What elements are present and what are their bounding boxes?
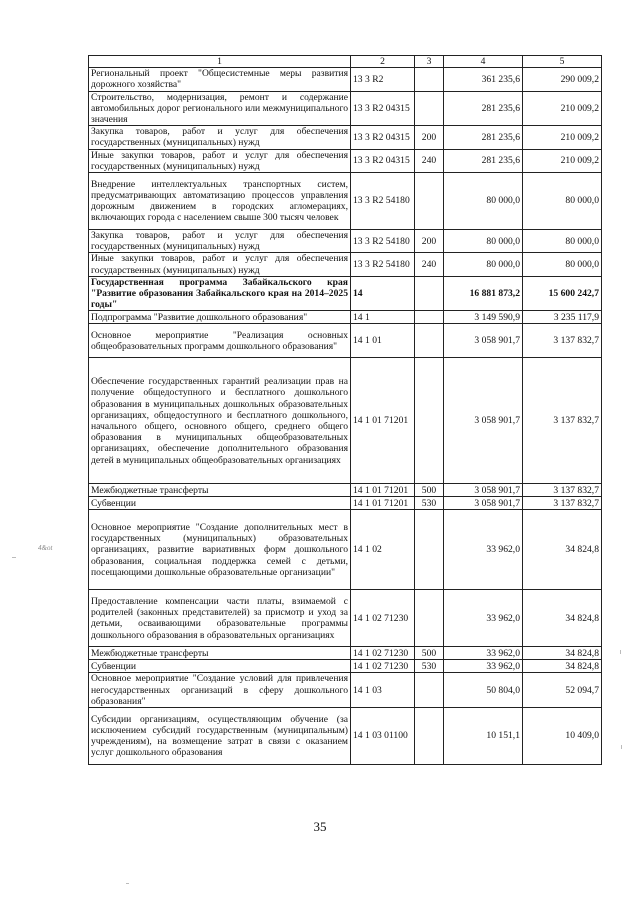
row-value-col4-cell: 80 000,0 [444, 173, 523, 230]
row-code-cell: 13 3 R2 54180 [351, 173, 415, 230]
table-row [89, 68, 602, 91]
row-name-cell: Региональный проект "Общесистемные меры развития дорожного хозяйства" [89, 68, 351, 91]
table-row [89, 173, 602, 230]
row-code-cell: 14 1 03 01100 [351, 708, 415, 765]
header-row [89, 56, 602, 68]
row-code-cell: 13 3 R2 [351, 68, 415, 91]
row-name-cell: Субвенции [89, 497, 351, 510]
row-value-col5-cell: 34 824,8 [523, 660, 602, 673]
scan-mark [126, 883, 129, 884]
row-value-col4-cell: 80 000,0 [444, 230, 523, 253]
row-code-cell: 14 [351, 276, 415, 311]
row-type-cell [415, 708, 444, 765]
row-type-cell: 240 [415, 253, 444, 276]
row-type-cell: 500 [415, 647, 444, 660]
row-value-col4-cell: 281 235,6 [444, 149, 523, 172]
table-row [89, 91, 602, 126]
row-name-cell: Субвенции [89, 660, 351, 673]
header-col-4: 4 [444, 56, 523, 68]
row-type-cell: 240 [415, 149, 444, 172]
row-name-cell: Предоставление компенсации части платы, взимаемой с родителей (законных представителей) за присмотр и уход за детьми, осваивающими образовательные программы дошкольного образования в образовательных организациях [89, 590, 351, 647]
table-row [89, 126, 602, 149]
table-row [89, 253, 602, 276]
row-type-cell: 200 [415, 230, 444, 253]
row-value-col4-cell: 33 962,0 [444, 590, 523, 647]
row-type-cell: 200 [415, 126, 444, 149]
header-col-5: 5 [523, 56, 602, 68]
row-code-cell: 14 1 02 71230 [351, 647, 415, 660]
row-value-col5-cell: 210 009,2 [523, 126, 602, 149]
table-row [89, 708, 602, 765]
table-row [89, 276, 602, 311]
header-col-3: 3 [415, 56, 444, 68]
row-value-col4-cell: 281 235,6 [444, 126, 523, 149]
row-code-cell: 13 3 R2 04315 [351, 149, 415, 172]
row-name-cell: Строительство, модернизация, ремонт и содержание автомобильных дорог регионального или межмуниципального значения [89, 91, 351, 126]
margin-note: 4&ot [38, 544, 53, 552]
scan-mark [621, 745, 622, 749]
row-value-col5-cell: 3 137 832,7 [523, 497, 602, 510]
scan-mark [620, 650, 621, 654]
row-code-cell: 13 3 R2 54180 [351, 253, 415, 276]
row-type-cell [415, 173, 444, 230]
scan-mark [12, 557, 16, 558]
row-value-col5-cell: 3 137 832,7 [523, 484, 602, 497]
row-type-cell [415, 91, 444, 126]
row-value-col5-cell: 3 137 832,7 [523, 358, 602, 484]
table-row [89, 230, 602, 253]
table-row [89, 647, 602, 660]
row-type-cell [415, 358, 444, 484]
row-type-cell: 530 [415, 660, 444, 673]
table-row [89, 324, 602, 358]
row-code-cell: 14 1 03 [351, 673, 415, 708]
row-value-col4-cell: 3 149 590,9 [444, 311, 523, 324]
table-row [89, 311, 602, 324]
table-row [89, 510, 602, 590]
row-name-cell: Закупка товаров, работ и услуг для обеспечения государственных (муниципальных) нужд [89, 230, 351, 253]
table-row [89, 149, 602, 172]
row-value-col4-cell: 361 235,6 [444, 68, 523, 91]
row-value-col5-cell: 52 094,7 [523, 673, 602, 708]
row-value-col5-cell: 34 824,8 [523, 590, 602, 647]
row-value-col5-cell: 210 009,2 [523, 149, 602, 172]
row-code-cell: 13 3 R2 54180 [351, 230, 415, 253]
row-value-col4-cell: 3 058 901,7 [444, 484, 523, 497]
row-value-col5-cell: 3 235 117,9 [523, 311, 602, 324]
row-name-cell: Иные закупки товаров, работ и услуг для обеспечения государственных (муниципальных) нужд [89, 149, 351, 172]
row-value-col4-cell: 281 235,6 [444, 91, 523, 126]
table-row [89, 497, 602, 510]
row-value-col5-cell: 80 000,0 [523, 173, 602, 230]
row-value-col4-cell: 3 058 901,7 [444, 358, 523, 484]
row-name-cell: Межбюджетные трансферты [89, 647, 351, 660]
row-name-cell: Межбюджетные трансферты [89, 484, 351, 497]
row-value-col5-cell: 80 000,0 [523, 253, 602, 276]
row-code-cell: 14 1 [351, 311, 415, 324]
row-value-col4-cell: 10 151,1 [444, 708, 523, 765]
row-type-cell [415, 673, 444, 708]
row-name-cell: Внедрение интеллектуальных транспортных систем, предусматривающих автоматизацию процессов управления дорожным движением в городских агломерациях, включающих города с населением свыше 300 тысяч человек [89, 173, 351, 230]
row-type-cell [415, 590, 444, 647]
row-code-cell: 14 1 01 71201 [351, 484, 415, 497]
row-name-cell: Субсидии организациям, осуществляющим обучение (за исключением субсидий государственным (муниципальным) учреждениям), на возмещение затрат в связи с оказанием услуг дошкольного образования [89, 708, 351, 765]
row-code-cell: 14 1 01 [351, 324, 415, 358]
row-name-cell: Основное мероприятие "Реализация основных общеобразовательных программ дошкольного образования" [89, 324, 351, 358]
row-value-col5-cell: 80 000,0 [523, 230, 602, 253]
row-type-cell: 530 [415, 497, 444, 510]
row-type-cell [415, 68, 444, 91]
row-value-col4-cell: 50 804,0 [444, 673, 523, 708]
row-value-col4-cell: 3 058 901,7 [444, 324, 523, 358]
row-value-col4-cell: 33 962,0 [444, 647, 523, 660]
row-code-cell: 14 1 02 [351, 510, 415, 590]
row-code-cell: 14 1 02 71230 [351, 660, 415, 673]
row-name-cell: Иные закупки товаров, работ и услуг для обеспечения государственных (муниципальных) нужд [89, 253, 351, 276]
row-value-col5-cell: 10 409,0 [523, 708, 602, 765]
table-row [89, 358, 602, 484]
budget-table [88, 55, 602, 765]
header-col-2: 2 [351, 56, 415, 68]
row-code-cell: 14 1 01 71201 [351, 497, 415, 510]
row-type-cell: 500 [415, 484, 444, 497]
table-row [89, 484, 602, 497]
row-value-col5-cell: 34 824,8 [523, 510, 602, 590]
row-value-col4-cell: 33 962,0 [444, 660, 523, 673]
row-value-col4-cell: 33 962,0 [444, 510, 523, 590]
row-type-cell [415, 510, 444, 590]
row-value-col5-cell: 34 824,8 [523, 647, 602, 660]
page-number: 35 [313, 819, 327, 834]
header-col-1: 1 [89, 56, 351, 68]
row-value-col5-cell: 15 600 242,7 [523, 276, 602, 311]
row-name-cell: Обеспечение государственных гарантий реализации прав на получение общедоступного и бесплатного дошкольного образования в муниципальных дошкольных образовательных организациях, общедоступного и бесплатного дошкольного, начального общего, основного общего, среднего общего образования в муниципальных общеобразовательных организациях, обеспечение дополнительного образования детей в муниципальных общеобразовательных организациях [89, 358, 351, 484]
row-code-cell: 13 3 R2 04315 [351, 126, 415, 149]
row-code-cell: 14 1 01 71201 [351, 358, 415, 484]
row-value-col5-cell: 3 137 832,7 [523, 324, 602, 358]
row-value-col4-cell: 3 058 901,7 [444, 497, 523, 510]
row-value-col4-cell: 80 000,0 [444, 253, 523, 276]
table-body [89, 68, 602, 765]
row-value-col5-cell: 290 009,2 [523, 68, 602, 91]
row-code-cell: 14 1 02 71230 [351, 590, 415, 647]
table-row [89, 660, 602, 673]
row-name-cell: Основное мероприятие "Создание условий для привлечения негосударственных организаций в сферу дошкольного образования" [89, 673, 351, 708]
row-name-cell: Основное мероприятие "Создание дополнительных мест в государственных (муниципальных) образовательных организациях, развитие вариативных форм дошкольного образования, социальная поддержка семей с детьми, посещающими дошкольные образовательные организации" [89, 510, 351, 590]
row-code-cell: 13 3 R2 04315 [351, 91, 415, 126]
row-name-cell: Государственная программа Забайкальского края "Развитие образования Забайкальского края на 2014–2025 годы" [89, 276, 351, 311]
row-value-col5-cell: 210 009,2 [523, 91, 602, 126]
row-name-cell: Закупка товаров, работ и услуг для обеспечения государственных (муниципальных) нужд [89, 126, 351, 149]
table-row [89, 590, 602, 647]
row-value-col4-cell: 16 881 873,2 [444, 276, 523, 311]
row-type-cell [415, 311, 444, 324]
row-type-cell [415, 276, 444, 311]
row-type-cell [415, 324, 444, 358]
table-row [89, 673, 602, 708]
row-name-cell: Подпрограмма "Развитие дошкольного образования" [89, 311, 351, 324]
